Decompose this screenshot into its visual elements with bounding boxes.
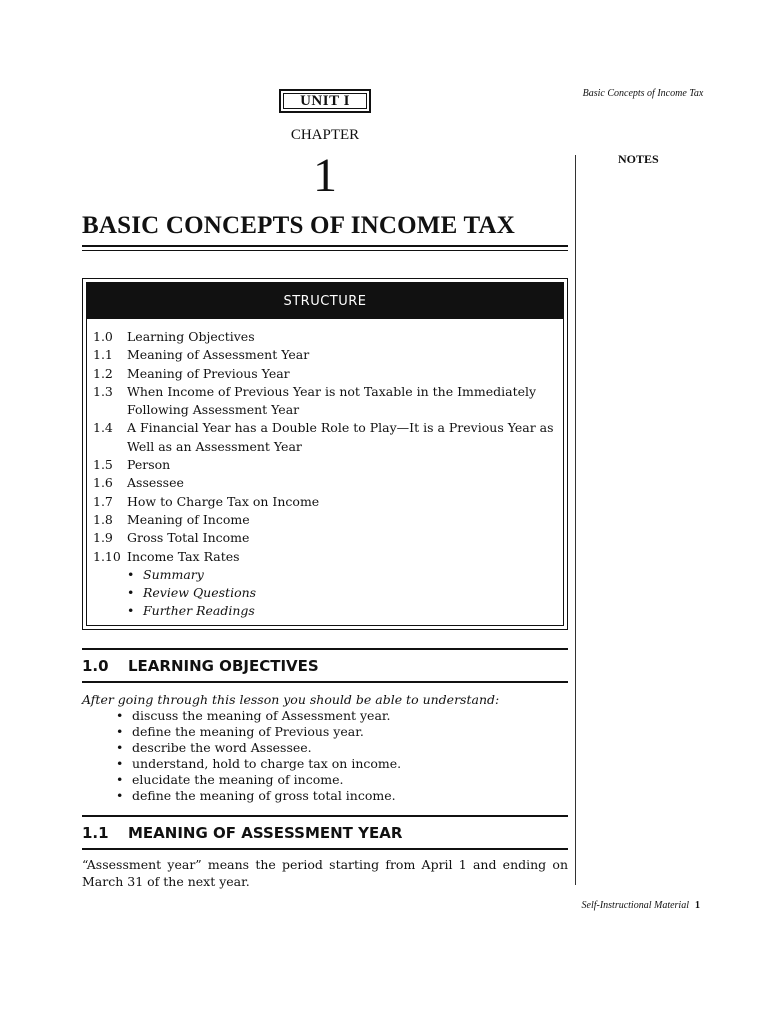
section-rule-bottom bbox=[82, 848, 568, 850]
section-number: 1.1 bbox=[82, 824, 109, 842]
bullet-icon: • bbox=[127, 566, 135, 582]
structure-sub-item-text: Further Readings bbox=[143, 603, 255, 619]
structure-inner-frame bbox=[86, 282, 564, 626]
bullet-icon: • bbox=[127, 603, 135, 619]
notes-label: NOTES bbox=[618, 152, 659, 166]
structure-item-text: Person bbox=[127, 457, 171, 473]
structure-item bbox=[93, 346, 557, 364]
structure-item-number: 1.6 bbox=[93, 475, 113, 491]
objectives-intro: After going through this lesson you should be able to understand: bbox=[82, 692, 500, 707]
structure-sub-item bbox=[93, 584, 557, 602]
structure-item-text: Gross Total Income bbox=[127, 530, 250, 546]
unit-badge bbox=[279, 89, 371, 113]
objective-text: define the meaning of gross total income. bbox=[132, 788, 396, 803]
structure-item-number: 1.1 bbox=[93, 347, 113, 363]
running-head: Basic Concepts of Income Tax bbox=[582, 88, 704, 99]
page-footer bbox=[560, 900, 700, 911]
structure-item-number: 1.5 bbox=[93, 457, 113, 473]
bullet-icon: • bbox=[116, 756, 124, 771]
footer-label: Self-Instructional Material bbox=[581, 900, 689, 911]
objectives-list bbox=[116, 708, 566, 804]
structure-item-text: How to Charge Tax on Income bbox=[127, 493, 320, 509]
structure-item-number: 1.0 bbox=[93, 329, 113, 344]
structure-item-text: A Financial Year has a Double Role to Play—It is a Previous Year as Well as an Assessment Year bbox=[127, 420, 554, 454]
structure-item-text: Meaning of Previous Year bbox=[127, 365, 290, 381]
section-title: MEANING OF ASSESSMENT YEAR bbox=[128, 824, 403, 842]
objective-text: define the meaning of Previous year. bbox=[132, 724, 364, 739]
objective-item bbox=[116, 740, 566, 756]
structure-item-number: 1.2 bbox=[93, 365, 113, 381]
section-rule-top bbox=[82, 815, 568, 817]
bullet-icon: • bbox=[116, 772, 124, 787]
bullet-icon: • bbox=[116, 788, 124, 803]
structure-item-text: Income Tax Rates bbox=[127, 548, 240, 564]
chapter-title: BASIC CONCEPTS OF INCOME TAX bbox=[82, 212, 515, 239]
structure-item bbox=[93, 493, 557, 511]
bullet-icon: • bbox=[127, 585, 135, 601]
unit-label: UNIT I bbox=[300, 92, 350, 109]
objective-item bbox=[116, 708, 566, 724]
title-rule-thin bbox=[82, 250, 568, 251]
structure-header bbox=[87, 283, 563, 319]
objective-text: elucidate the meaning of income. bbox=[132, 772, 344, 787]
structure-item bbox=[93, 456, 557, 474]
assessment-year-paragraph: “Assessment year” means the period starting from April 1 and ending on March 31 of the next year. bbox=[82, 857, 568, 889]
objective-item bbox=[116, 756, 566, 772]
structure-item-number: 1.8 bbox=[93, 511, 113, 527]
objective-text: discuss the meaning of Assessment year. bbox=[132, 708, 391, 723]
objective-text: describe the word Assessee. bbox=[132, 740, 312, 755]
section-title: LEARNING OBJECTIVES bbox=[128, 657, 319, 675]
structure-item-text: Assessee bbox=[127, 475, 184, 491]
structure-item-number: 1.10 bbox=[93, 548, 121, 564]
structure-item bbox=[93, 328, 557, 346]
objective-item bbox=[116, 724, 566, 740]
bullet-icon: • bbox=[116, 708, 124, 723]
structure-sub-item bbox=[93, 566, 557, 584]
structure-item bbox=[93, 383, 557, 420]
structure-item-text: Meaning of Income bbox=[127, 511, 250, 527]
structure-item-number: 1.7 bbox=[93, 493, 113, 509]
section-rule-top bbox=[82, 648, 568, 650]
structure-sub-item bbox=[93, 602, 557, 620]
structure-item bbox=[93, 474, 557, 492]
structure-sub-item-text: Review Questions bbox=[143, 585, 257, 601]
objective-item bbox=[116, 772, 566, 788]
section-rule-bottom bbox=[82, 681, 568, 683]
chapter-word: CHAPTER bbox=[290, 127, 360, 143]
section-number: 1.0 bbox=[82, 657, 109, 675]
bullet-icon: • bbox=[116, 740, 124, 755]
objective-text: understand, hold to charge tax on income. bbox=[132, 756, 402, 771]
structure-item-number: 1.4 bbox=[93, 420, 113, 436]
structure-box bbox=[82, 278, 568, 630]
structure-sub-item-text: Summary bbox=[143, 566, 204, 582]
structure-list bbox=[93, 328, 557, 621]
structure-item bbox=[93, 419, 557, 456]
structure-item bbox=[93, 365, 557, 383]
title-rule bbox=[82, 245, 568, 247]
structure-item bbox=[93, 548, 557, 566]
margin-rule bbox=[575, 155, 576, 885]
section-heading-learning-objectives bbox=[82, 657, 568, 675]
objective-item bbox=[116, 788, 566, 804]
structure-item-number: 1.9 bbox=[93, 530, 113, 546]
structure-item-text: Learning Objectives bbox=[127, 329, 255, 344]
bullet-icon: • bbox=[116, 724, 124, 739]
chapter-number: 1 bbox=[313, 149, 337, 202]
structure-item bbox=[93, 529, 557, 547]
structure-title: STRUCTURE bbox=[283, 293, 367, 309]
structure-item-text: Meaning of Assessment Year bbox=[127, 347, 310, 363]
page-number: 1 bbox=[695, 900, 700, 911]
section-heading-assessment-year bbox=[82, 824, 568, 842]
structure-item bbox=[93, 511, 557, 529]
structure-item-number: 1.3 bbox=[93, 383, 113, 399]
structure-item-text: When Income of Previous Year is not Taxable in the Immediately Following Assessment Year bbox=[127, 383, 537, 418]
